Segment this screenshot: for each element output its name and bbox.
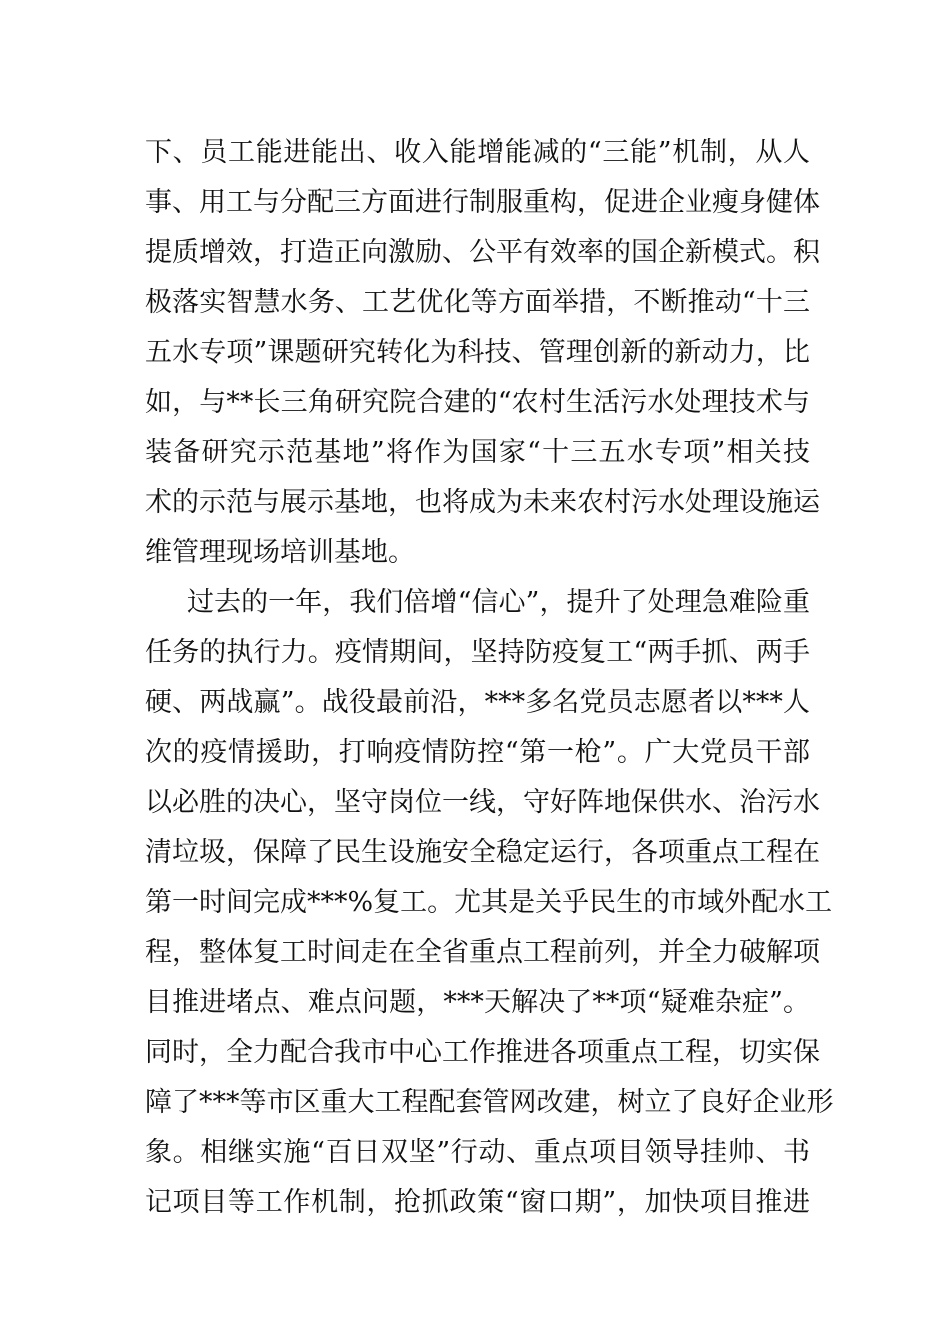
text-line: 次的疫情援助，打响疫情防控“第一枪”。广大党员干部 [145, 737, 810, 768]
text-line: 任务的执行力。疫情期间，坚持防疫复工“两手抓、两手 [145, 637, 810, 668]
text-line: 五水专项”课题研究转化为科技、管理创新的新动力，比 [145, 337, 810, 368]
text-line: 目推进堵点、难点问题，***天解决了**项“疑难杂症”。 [145, 987, 810, 1018]
text-line: 过去的一年，我们倍增“信心”，提升了处理急难险重 [187, 587, 810, 618]
text-line: 程，整体复工时间走在全省重点工程前列，并全力破解项 [145, 937, 820, 968]
text-line: 装备研究示范基地”将作为国家“十三五水专项”相关技 [145, 437, 810, 468]
text-line: 下、员工能进能出、收入能增能减的“三能”机制，从人 [145, 137, 810, 168]
text-line: 以必胜的决心，坚守岗位一线，守好阵地保供水、治污水 [145, 787, 820, 818]
text-line: 硬、两战赢”。战役最前沿，***多名党员志愿者以***人 [145, 687, 810, 718]
text-line: 记项目等工作机制，抢抓政策“窗口期”，加快项目推进 [145, 1187, 810, 1218]
body-text [145, 128, 834, 1228]
text-line: 同时，全力配合我市中心工作推进各项重点工程，切实保 [145, 1037, 820, 1068]
text-line: 术的示范与展示基地，也将成为未来农村污水处理设施运 [145, 487, 820, 518]
text-line: 维管理现场培训基地。 [145, 537, 415, 568]
text-line: 第一时间完成***%复工。尤其是关乎民生的市域外配水工 [145, 887, 833, 918]
text-line: 事、用工与分配三方面进行制服重构，促进企业瘦身健体 [145, 187, 820, 218]
text-line: 如，与**长三角研究院合建的“农村生活污水处理技术与 [145, 387, 810, 418]
text-line: 象。相继实施“百日双坚”行动、重点项目领导挂帅、书 [145, 1137, 810, 1168]
text-line: 障了***等市区重大工程配套管网改建，树立了良好企业形 [145, 1087, 834, 1118]
text-line: 极落实智慧水务、工艺优化等方面举措，不断推动“十三 [145, 287, 810, 318]
text-line: 清垃圾，保障了民生设施安全稳定运行，各项重点工程在 [145, 837, 820, 868]
text-line: 提质增效，打造正向激励、公平有效率的国企新模式。积 [145, 237, 820, 268]
